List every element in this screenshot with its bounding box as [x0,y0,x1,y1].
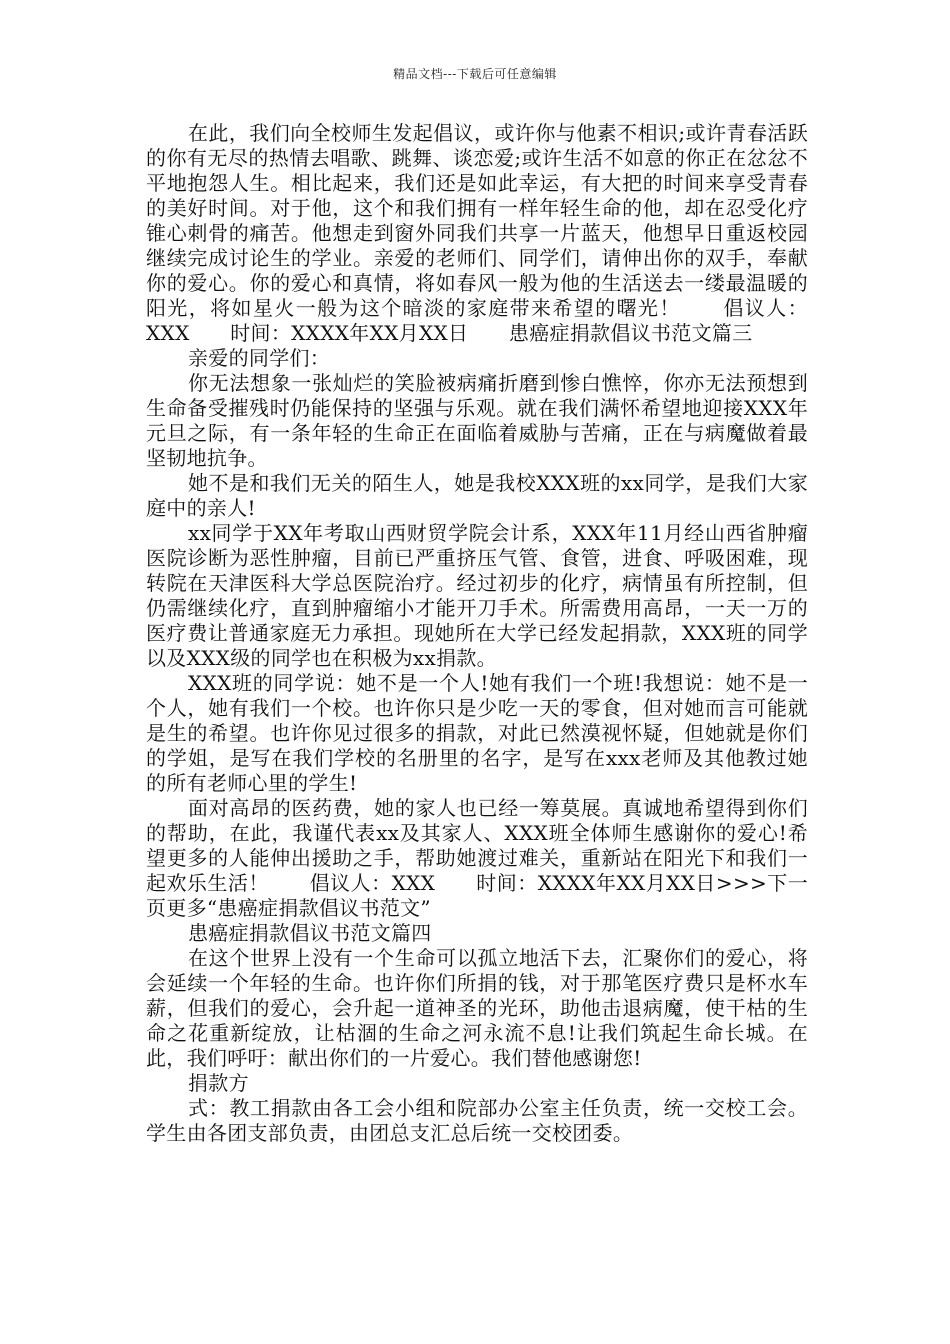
paragraph-appeal: 面对高昂的医药费，她的家人也已经一筹莫展。真诚地希望得到你们的帮助，在此，我谨代表xx及其家人、XXX班全体师生感谢你的爱心!希望更多的人能伸出援助之手，帮助她渡过难关，重新站在阳光下和我们一起欢乐生活！ 倡议人：XXX 时间：XXXX年XX月XX日>>>下一页更多“患癌症捐款倡议书范文” [146,796,808,920]
paragraph-intro: 你无法想象一张灿烂的笑脸被病痛折磨到惨白憔悴，你亦无法预想到生命备受摧残时仍能保持的坚强与乐观。就在我们满怀希望地迎接XXX年元旦之际，有一条年轻的生命正在面临着威胁与苦痛，正在与病魔做着最坚韧地抗争。 [146,371,808,470]
paragraph-class-voice: XXX班的同学说：她不是一个人!她有我们一个班!我想说：她不是一个人，她有我们一个校。也许你只是少吃一天的零食，但对她而言可能就是生的希望。也许你见过很多的捐款，对此已然漠视怀疑，但她就是你们的学姐，是写在我们学校的名册里的名字，是写在xxx老师及其他教过她的所有老师心里的学生! [146,671,808,795]
paragraph-proposal: 在此，我们向全校师生发起倡议，或许你与他素不相识;或许青春活跃的你有无尽的热情去唱歌、跳舞、谈恋爱;或许生活不如意的你正在忿忿不平地抱怨人生。相比起来，我们还是如此幸运，有大把的时间来享受青春的美好时间。对于他，这个和我们拥有一样年轻生命的他，却在忍受化疗锥心刺骨的痛苦。他想走到窗外同我们共享一片蓝天，他想早日重返校园继续完成讨论生的学业。亲爱的老师们、同学们，请伸出你的双手，奉献你的爱心。你的爱心和真情，将如春风一般为他的生活送去一缕最温暖的阳光，将如星火一般为这个暗淡的家庭带来希望的曙光！ 倡议人：XXX 时间：XXXX年XX月XX日 患癌症捐款倡议书范文篇三 [146,121,808,345]
paragraph-method-label: 捐款方 [188,1071,249,1095]
section-title-four: 患癌症捐款倡议书范文篇四 [188,921,432,945]
page-header: 精品文档---下载后可任意编辑 [393,67,557,81]
document-body [146,121,808,1146]
paragraph-diagnosis: xx同学于XX年考取山西财贸学院会计系，XXX年11月经山西省肿瘤医院诊断为恶性肿瘤，目前已严重挤压气管、食管，进食、呼吸困难，现转院在天津医科大学总医院治疗。经过初步的化疗，病情虽有所控制，但仍需继续化疗，直到肿瘤缩小才能开刀手术。所需费用高昂，一天一万的医疗费让普通家庭无力承担。现她所在大学已经发起捐款，XXX班的同学以及XXX级的同学也在积极为xx捐款。 [146,521,808,670]
paragraph-world: 在这个世界上没有一个生命可以孤立地活下去，汇聚你们的爱心，将会延续一个年轻的生命。也许你们所捐的钱，对于那笔医疗费只是杯水车薪，但我们的爱心，会升起一道神圣的光环，助他击退病魔，使干枯的生命之花重新绽放，让枯涸的生命之河永流不息!让我们筑起生命长城。在此，我们呼吁：献出你们的一片爱心。我们替他感谢您! [146,946,808,1070]
paragraph-classmate: 她不是和我们无关的陌生人，她是我校XXX班的xx同学，是我们大家庭中的亲人! [146,471,808,520]
paragraph-method: 式：教工捐款由各工会小组和院部办公室主任负责，统一交校工会。学生由各团支部负责，由团总支汇总后统一交校团委。 [146,1096,808,1145]
paragraph-salutation: 亲爱的同学们： [188,346,331,370]
